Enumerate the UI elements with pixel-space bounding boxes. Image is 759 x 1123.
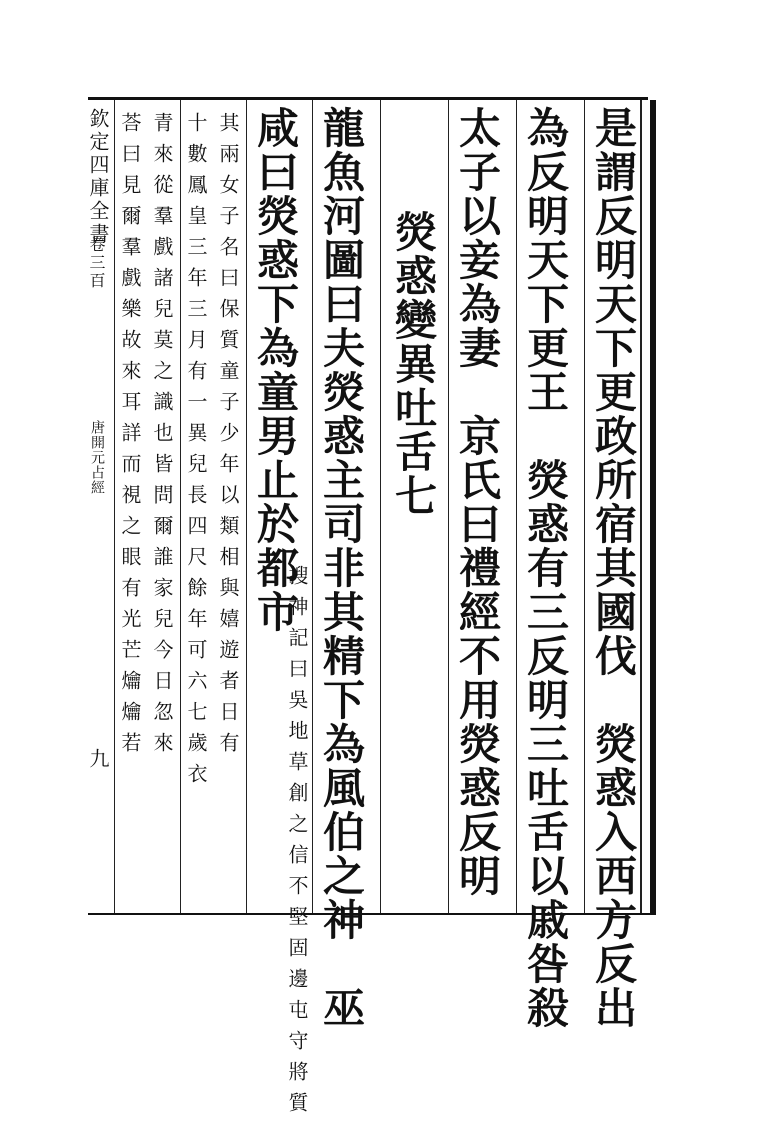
column-rule (380, 100, 381, 913)
text-column-5: 龍魚河圖曰夫熒惑主司非其精下為風伯之神 巫 (317, 106, 366, 1030)
book-title: 欽定四庫全書 (86, 108, 110, 246)
column-rule (114, 100, 115, 913)
column-rule (312, 100, 313, 913)
page-frame-inner-right (640, 100, 642, 915)
page-frame-right (650, 100, 656, 915)
column-rule (584, 100, 585, 913)
text-column-6: 咸曰熒惑下為童男止於都市 (251, 106, 300, 634)
source-title: 唐開元占經 (89, 420, 105, 495)
page-frame-bottom (88, 913, 656, 915)
volume-number: 卷三百 (87, 236, 106, 290)
page-number: 九 (86, 748, 110, 768)
column-rule (246, 100, 247, 913)
note-column-5: 荅曰見爾羣戲樂故來耳詳而視之眼有光芒爚爚若 (118, 112, 142, 763)
page-frame-top (88, 97, 648, 100)
text-column-1: 是謂反明天下更政所宿其國伐 熒惑入西方反出 (589, 106, 638, 1030)
text-column-2: 為反明天下更王 熒惑有三反明三吐舌以戚咎殺 (521, 106, 570, 1030)
text-column-3: 太子以妾為妻 京氏曰禮經不用熒惑反明 (453, 106, 502, 898)
section-heading: 熒惑變異吐舌七 (389, 210, 438, 518)
note-column-2: 其兩女子名曰保質童子少年以類相與嬉遊者日有 (216, 112, 240, 763)
note-column-1: 搜神記曰吳地草創之信不堅固邊屯守將質 (285, 565, 309, 1123)
note-column-3: 十數鳳皇三年三月有一異兒長四尺餘年可六七歲衣 (184, 112, 208, 794)
column-rule (448, 100, 449, 913)
column-rule (516, 100, 517, 913)
note-column-4: 青來從羣戲諸兒莫之識也皆問爾誰家兒今日忽來 (150, 112, 174, 763)
column-rule (180, 100, 181, 913)
